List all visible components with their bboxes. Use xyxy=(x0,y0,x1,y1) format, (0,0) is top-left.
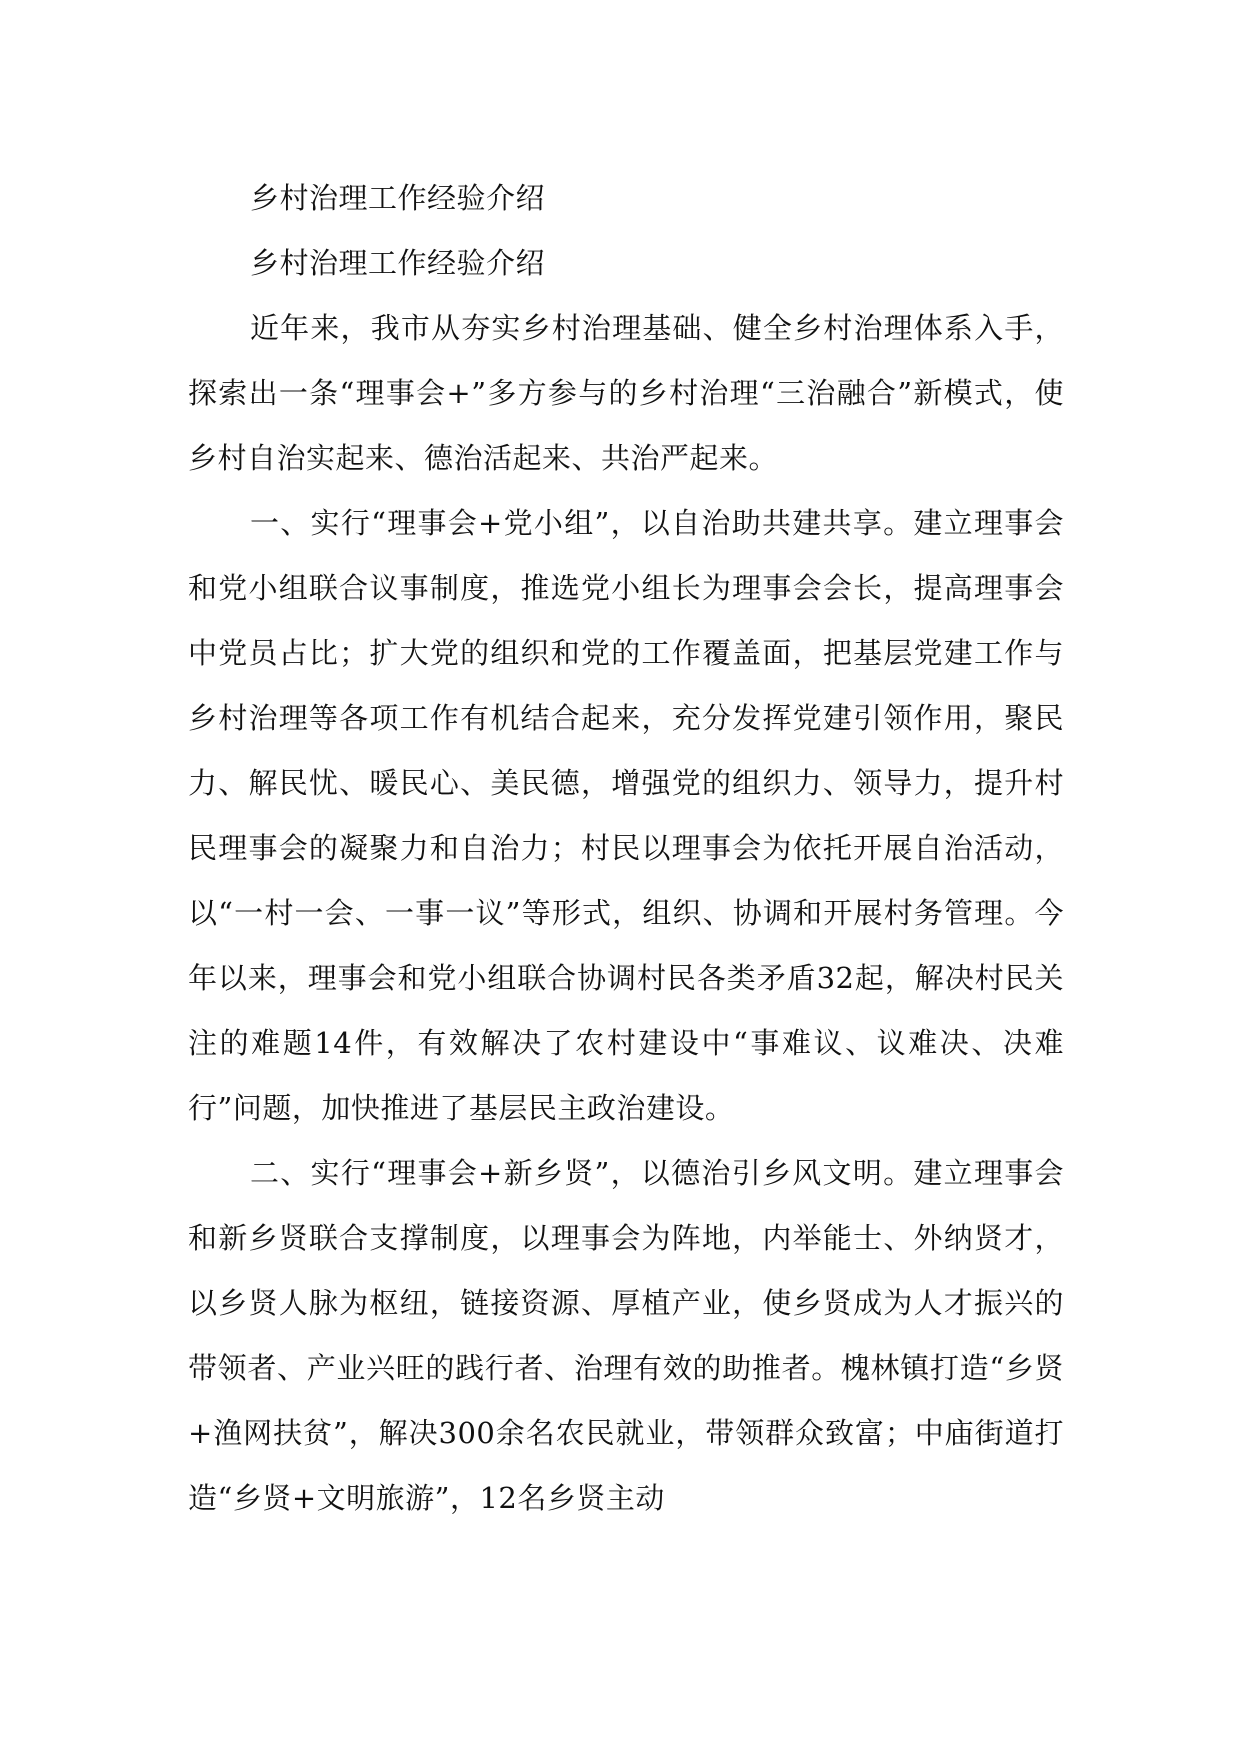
paragraph-intro: 近年来，我市从夯实乡村治理基础、健全乡村治理体系入手，探索出一条“理事会+”多方参与的乡村治理“三治融合”新模式，使乡村自治实起来、德治活起来、共治严起来。 xyxy=(188,311,1064,475)
document-body xyxy=(188,166,1064,1531)
paragraph-section-1: 一、实行“理事会+党小组”，以自治助共建共享。建立理事会和党小组联合议事制度，推选党小组长为理事会会长，提高理事会中党员占比；扩大党的组织和党的工作覆盖面，把基层党建工作与乡村治理等各项工作有机结合起来，充分发挥党建引领作用，聚民力、解民忧、暖民心、美民德，增强党的组织力、领导力，提升村民理事会的凝聚力和自治力；村民以理事会为依托开展自治活动，以“一村一会、一事一议”等形式，组织、协调和开展村务管理。今年以来，理事会和党小组联合协调村民各类矛盾32起，解决村民关注的难题14件，有效解决了农村建设中“事难议、议难决、决难行”问题，加快推进了基层民主政治建设。 xyxy=(188,506,1064,1125)
paragraph-section-2: 二、实行“理事会+新乡贤”，以德治引乡风文明。建立理事会和新乡贤联合支撑制度，以理事会为阵地，内举能士、外纳贤才，以乡贤人脉为枢纽，链接资源、厚植产业，使乡贤成为人才振兴的带领者、产业兴旺的践行者、治理有效的助推者。槐林镇打造“乡贤+渔网扶贫”，解决300余名农民就业，带领群众致富；中庙街道打造“乡贤+文明旅游”，12名乡贤主动 xyxy=(188,1156,1064,1515)
document-title: 乡村治理工作经验介绍 xyxy=(250,181,546,215)
document-subtitle: 乡村治理工作经验介绍 xyxy=(250,246,546,280)
